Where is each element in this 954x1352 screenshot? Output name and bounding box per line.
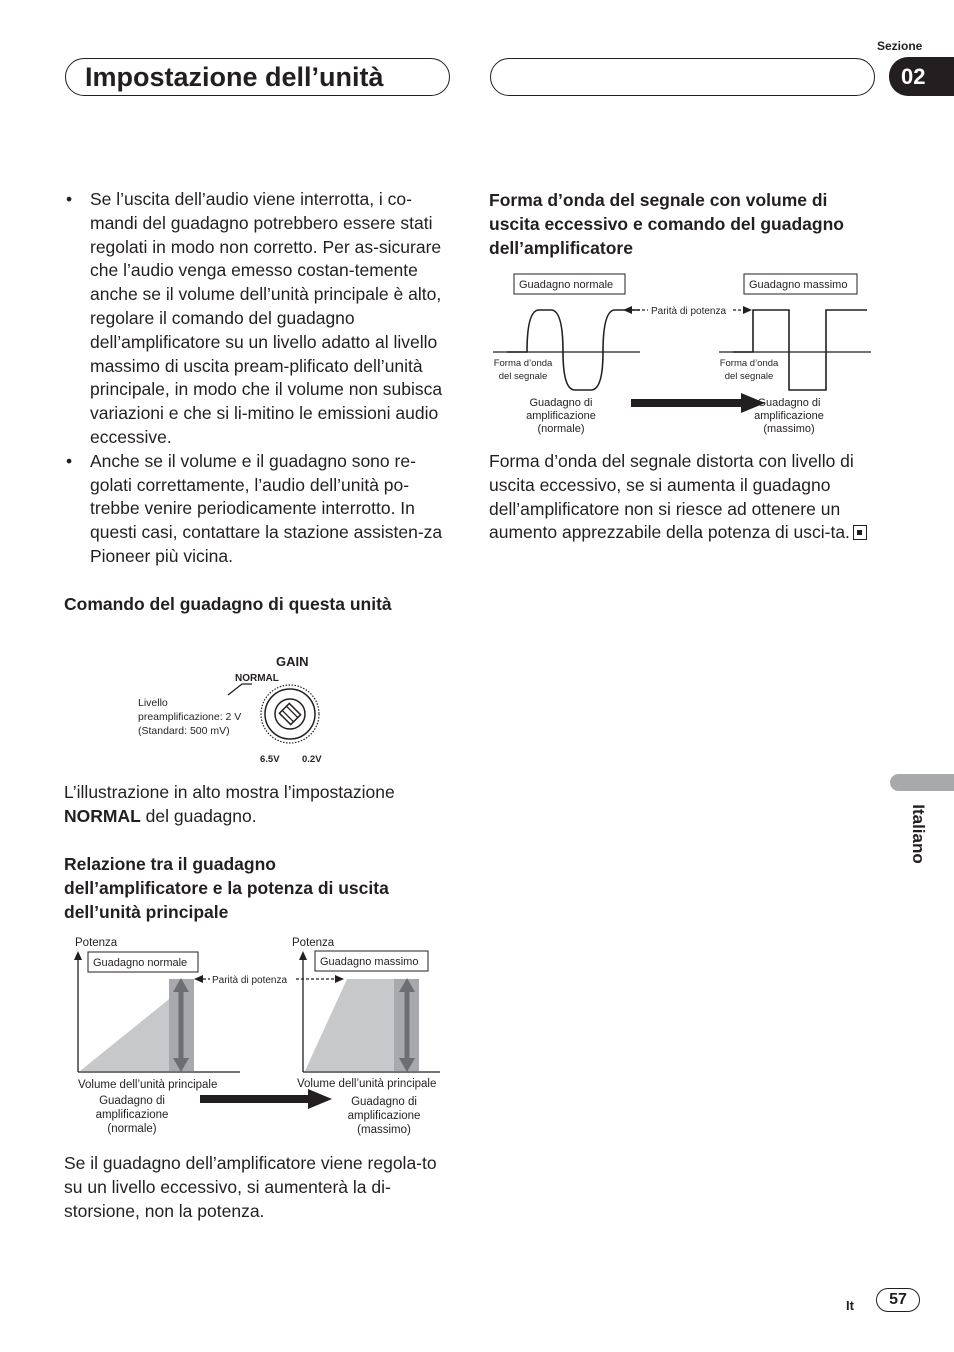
parity-label: Parità di potenza: [212, 975, 288, 986]
parity-arrow-left: [194, 975, 203, 983]
level-label-line1: Livello: [138, 697, 168, 709]
normal-pointer-line: [228, 684, 252, 695]
normal-caption-line1: Guadagno di: [99, 1095, 165, 1107]
illustration-caption: [64, 781, 448, 829]
language-code: It: [846, 1298, 854, 1313]
wave-normal-caption-line3: (normale): [537, 423, 585, 435]
normal-label: NORMAL: [235, 673, 279, 684]
wave-normal-caption-line1: Guadagno di: [529, 397, 593, 409]
wave-normal-gain-label: Guadagno normale: [519, 279, 614, 291]
wave-parity-label: Parità di potenza: [651, 306, 727, 317]
section-label: Sezione: [877, 39, 923, 53]
y-axis-arrow-right: [299, 951, 307, 960]
list-item: [64, 450, 448, 569]
wave-max-caption-line2: amplificazione: [754, 410, 824, 422]
language-label: Italiano: [909, 804, 928, 864]
waveform-paragraph-text: Forma d’onda del segnale distorta con livello di uscita eccessivo, se si aumenta il guadagno dell’amplificatore non si riesce ad ottenere un aumento apprezzabile della potenza di usci-ta.: [489, 451, 854, 543]
page-number: 57: [876, 1288, 920, 1312]
waveform-diagram: [489, 270, 879, 440]
parity-arrow-right: [335, 975, 344, 983]
section-number-badge: 02: [889, 57, 954, 96]
list-item: [64, 188, 448, 450]
wave-max-gain-label: Guadagno massimo: [749, 279, 848, 291]
normal-caption-line2: amplificazione: [95, 1109, 169, 1121]
bullet-text: Se l’uscita dell’audio viene interrotta, i co-mandi del guadagno potrebbero essere stati regolati in modo non corretto. Per as-sicurare che l’audio venga emesso costan-temente anche se il volume dell’unità principale è alto, regolare il comando del guadagno dell’amplificatore su un livello adatto al livello massimo di uscita pream-plificato dell’unità principale, in modo che il volume non subisca variazioni e che si li-mitino le emissioni audio eccessive.: [90, 189, 443, 447]
max-caption-line1: Guadagno di: [351, 1096, 417, 1108]
transition-arrow-bar: [200, 1095, 310, 1103]
power-axis-label-left: Potenza: [75, 937, 118, 949]
wave-max-caption-line3: (massimo): [763, 423, 815, 435]
wave-label-right-line1: Forma d’onda: [719, 358, 779, 369]
wave-parity-arrow-right: [743, 306, 752, 314]
max-caption-line2: amplificazione: [347, 1110, 421, 1122]
wave-label-right-line2: del segnale: [724, 371, 774, 382]
wave-transition-arrow-bar: [631, 399, 743, 407]
bullet-dot: •: [66, 189, 73, 209]
gain-knob-diagram: [130, 650, 350, 768]
waveform-paragraph: [489, 450, 881, 545]
caption-text-before: L’illustrazione in alto mostra l’impostazione: [64, 782, 395, 802]
power-axis-label-right: Potenza: [292, 937, 335, 949]
normal-caption-line3: (normale): [107, 1123, 157, 1135]
wave-label-left-line1: Forma d’onda: [493, 358, 553, 369]
volume-label-right: Volume dell’unità principale: [297, 1078, 437, 1090]
wave-max-caption-line1: Guadagno di: [757, 397, 821, 409]
normal-gain-box-label: Guadagno normale: [93, 957, 188, 969]
max-caption-line3: (massimo): [357, 1124, 411, 1136]
bullet-list: [64, 188, 448, 569]
gain-max-label: 0.2V: [302, 754, 322, 765]
y-axis-arrow-left: [74, 951, 82, 960]
caption-text-after: del guadagno.: [140, 805, 257, 826]
closing-paragraph: Se il guadagno dell’amplificatore viene regola-to su un livello eccessivo, si aumenterà la di-storsione, non la potenza.: [64, 1153, 437, 1221]
page-title: Impostazione dell’unità: [85, 62, 384, 92]
waveform-heading: Forma d’onda del segnale con volume di uscita eccessivo e comando del guadagno dell’amplificatore: [489, 190, 844, 258]
relation-heading: Relazione tra il guadagno dell’amplificatore e la potenza di uscita dell’unità principale: [64, 854, 389, 922]
gain-label: GAIN: [276, 654, 309, 669]
volume-label-left: Volume dell’unità principale: [78, 1079, 218, 1091]
power-gain-diagram: [64, 930, 454, 1145]
header-empty-frame: [490, 58, 875, 96]
level-label-line3: (Standard: 500 mV): [138, 725, 230, 737]
wave-label-left-line2: del segnale: [498, 371, 548, 382]
gain-heading: Comando del guadagno di questa unità: [64, 594, 392, 614]
gain-min-label: 6.5V: [260, 754, 280, 765]
wave-normal-caption-line2: amplificazione: [526, 410, 596, 422]
end-mark-icon: [853, 525, 867, 540]
transition-arrow-head: [308, 1089, 332, 1109]
max-gain-box-label: Guadagno massimo: [320, 956, 419, 968]
caption-bold: NORMAL: [64, 805, 141, 826]
level-label-line2: preamplificazione: 2 V: [138, 711, 242, 723]
bullet-dot: •: [66, 450, 73, 471]
bullet-text: Anche se il volume e il guadagno sono re-golati correttamente, l’audio dell’unità po-trebbe venire periodicamente interrotto. In questi casi, contattare la stazione assisten-za Pioneer più vicina.: [90, 450, 443, 566]
